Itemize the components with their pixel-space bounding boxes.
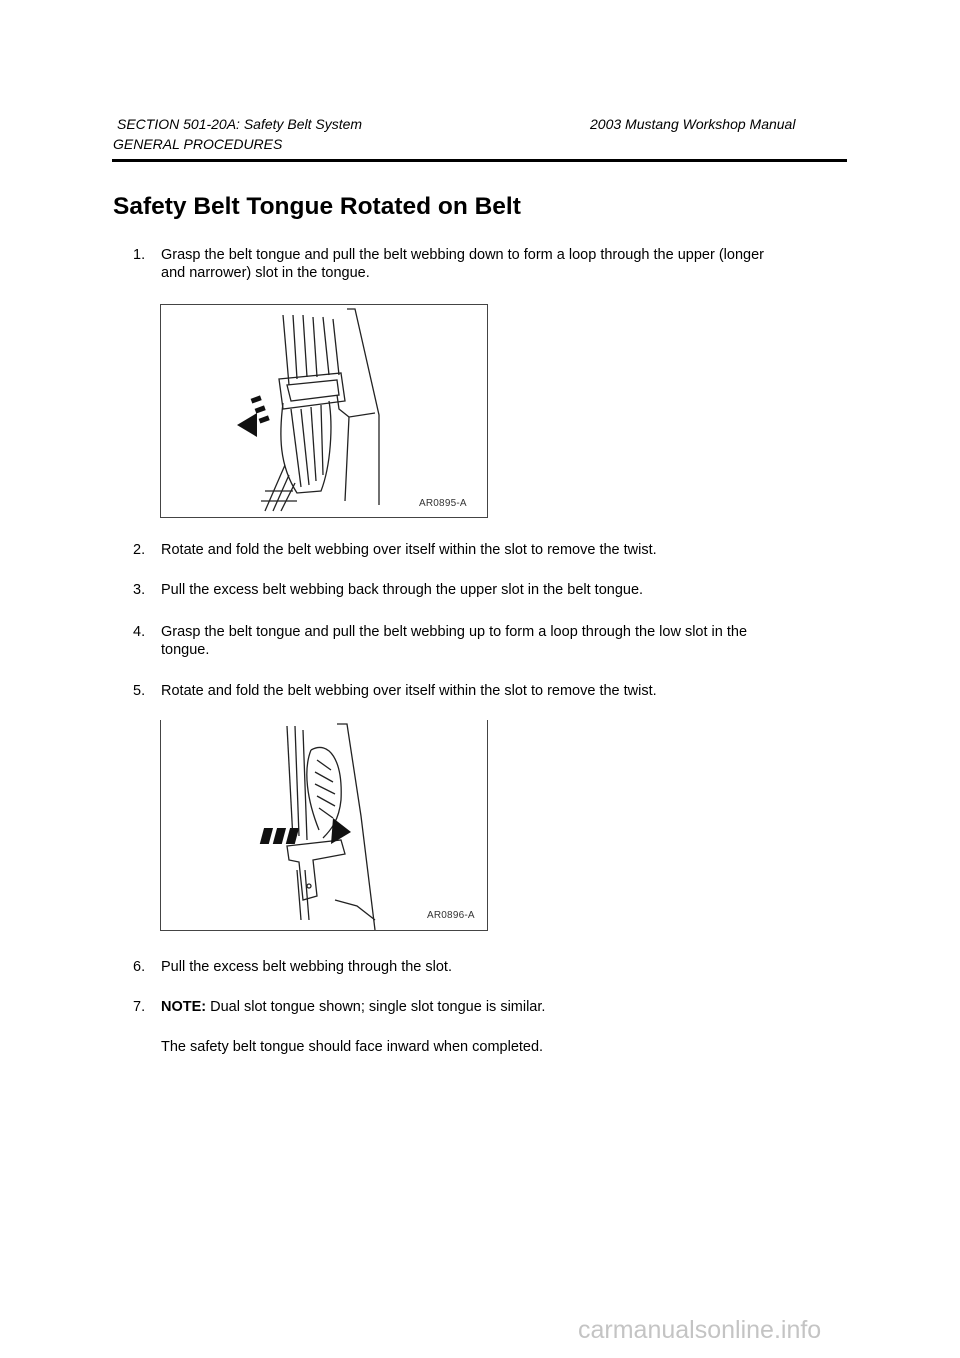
page-title: Safety Belt Tongue Rotated on Belt (113, 193, 521, 220)
header-manual-title: 2003 Mustang Workshop Manual (590, 116, 796, 132)
step-number: 3. (133, 582, 146, 598)
step-text: Pull the excess belt webbing back through the upper slot in the belt tongue. (161, 582, 644, 598)
step-text: Rotate and fold the belt webbing over itself within the slot to remove the twist. (161, 683, 657, 699)
belt-loop-up-illustration (161, 720, 487, 930)
step-number: 5. (133, 683, 146, 699)
step-text-line: tongue. (161, 642, 210, 658)
note-label: NOTE: (161, 999, 207, 1015)
header-rule (112, 159, 847, 162)
step-number: 6. (133, 959, 146, 975)
step-number: 1. (133, 247, 146, 263)
header-section-title: SECTION 501-20A: Safety Belt System (117, 116, 363, 132)
step-text: The safety belt tongue should face inward when completed. (161, 1039, 544, 1055)
note-text: Dual slot tongue shown; single slot tongue is similar. (206, 999, 546, 1015)
header-subsection: GENERAL PROCEDURES (113, 136, 283, 152)
figure-ar0896 (160, 720, 488, 931)
step-number: 7. (133, 999, 146, 1015)
figure-label: AR0895-A (419, 498, 467, 509)
step-number: 4. (133, 624, 146, 640)
belt-loop-down-illustration (161, 305, 487, 517)
step-text-line: Grasp the belt tongue and pull the belt webbing up to form a loop through the low slot in the (161, 624, 748, 640)
step-text: Rotate and fold the belt webbing over itself within the slot to remove the twist. (161, 542, 657, 558)
step-text: Pull the excess belt webbing through the slot. (161, 959, 452, 975)
figure-label: AR0896-A (427, 910, 475, 921)
step-text-line: and narrower) slot in the tongue. (161, 265, 370, 281)
step-number: 2. (133, 542, 146, 558)
step-text-line: Grasp the belt tongue and pull the belt webbing down to form a loop through the upper (longer (161, 247, 764, 263)
figure-ar0895 (160, 304, 488, 518)
watermark: carmanualsonline.info (578, 1316, 822, 1344)
